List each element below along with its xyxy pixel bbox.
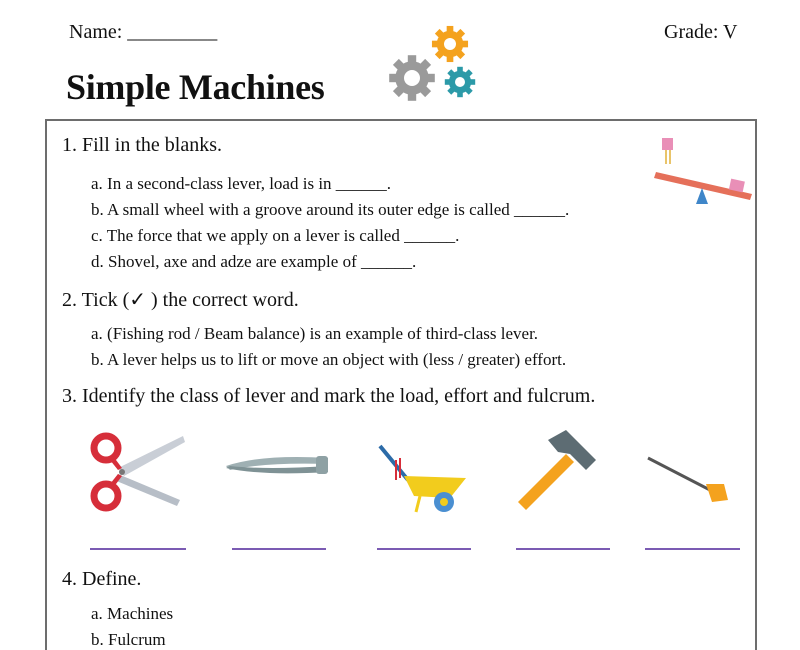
question-2-item-a: a. (Fishing rod / Beam balance) is an example of third-class lever. [91,324,539,343]
grade-label: Grade: V [664,21,738,43]
answer-line-1[interactable] [90,548,186,550]
answer-line-2[interactable] [232,548,326,550]
answer-line-3[interactable] [377,548,471,550]
question-4-label: 4. Define. [62,568,142,590]
question-3-label: 3. Identify the class of lever and mark the load, effort and fulcrum. [62,385,596,407]
wheelbarrow-icon [376,440,472,520]
shovel-icon [646,454,730,506]
question-2-item-b: b. A lever helps us to lift or move an object with (less / greater) effort. [91,350,567,369]
name-field[interactable]: Name: _________ [69,21,218,43]
question-1-label: 1. Fill in the blanks. [62,134,222,156]
question-1-item-a: a. In a second-class lever, load is in ______. [91,174,392,193]
seesaw-icon [652,136,756,210]
question-2-label: 2. Tick (✓ ) the correct word. [62,289,299,311]
question-1-item-b: b. A small wheel with a groove around its outer edge is called ______. [91,200,570,219]
gears-icon [384,22,480,112]
page-title: Simple Machines [66,67,325,107]
answer-line-5[interactable] [645,548,740,550]
tongs-icon [222,450,332,484]
question-1-item-c: c. The force that we apply on a lever is called ______. [91,226,460,245]
answer-line-4[interactable] [516,548,610,550]
scissors-icon [88,428,188,518]
question-1-item-d: d. Shovel, axe and adze are example of ______. [91,252,417,271]
question-4-item-a: a. Machines [91,604,174,623]
question-4-item-b: b. Fulcrum [91,630,166,649]
hammer-icon [512,430,602,512]
